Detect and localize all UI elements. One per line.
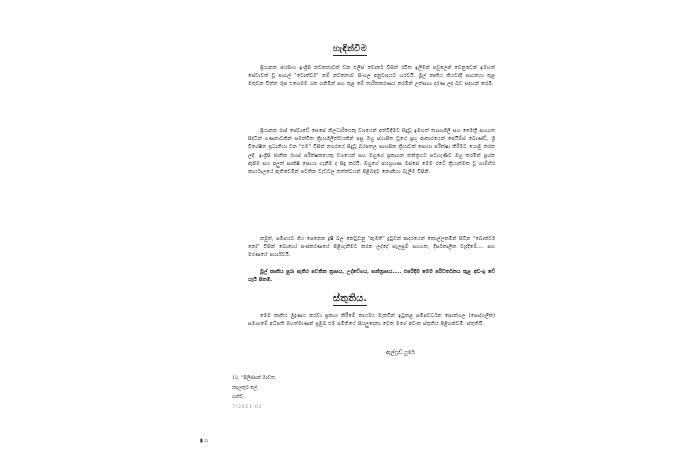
address-line-4: 7/2021-02 <box>232 404 263 410</box>
page-corner-mark: ▮ ▫ <box>200 438 208 444</box>
thanks-heading-text: ස්තුතිය. <box>333 293 367 304</box>
intro-paragraph-4: මූල් කෘතිය පුරා පැතිර පවතින ත්‍රාසය, උද්වේගය, සන්ත්‍රාසය..... එපරිදිම මෙම පරිවර්තනය තුළ අඩංගු වේ යැයි සිතමි. <box>248 269 495 284</box>
intro-paragraph-2: ප්‍රියානන රාජ් සේවාවේ සෙසේ නිලධාරියෙකු වශයෙන් අත්විඳීමට සිදුවූ ඉමහත් ත්‍යාගශීලී සහ මෛත්‍රී සහගත සිද්ධීන් ගණනාවකින් සමන්විත ක්‍රියාශීලීත්වයකින් පසු ඔහු ස්ථාපිත වූයේ ප්‍රභූ ආකාරයෙන් ජෙයිම්ස් බොණ්ඩ්, ශ්‍රී විශේෂිත ප්‍රධානියා වන "එම" විසින් නගරයේ සිදුවූ බරපතල සාහසික ක්‍රියාවක් සොයා පරීක්ෂා කිරීමට යොමු කරන ලදී. ඉංග්‍රීසි ජාතික රහස් පරීක්ෂකයෙකු වශයෙන් සහ ඔහුගේ ප්‍රකාශන තන්ත්‍රයට පටහැණිව ඔහු කරමින් ප්‍රශ්න ඇසීම සහ අලුත් සාක්ෂි සොයා ගැනීම ද සිදු කරයි. ඔහුගේ ජයග්‍රහණ ඔස්සේ මෙම රටේ ක්‍රියාත්මක වූ ගාම්භීර කාර්යාලයේ ඇතිවෙමින් පවතින වැඩවල තත්ත්වයන් පිළිබඳව නොකියා බැලීම විසිනි. <box>248 128 495 176</box>
thanks-paragraph: මෙම කෘතිය මුද්‍රණය කරවා ප්‍රකාශ කිරීමේ කාර්යය මැනවින් ඉටුකළ සමීපවර්ධන පොත්හල (පොද්ගලික) සමාගමේ අධිපති මහත්මාණන් ප්‍රමුඛ එම සමිතියේ සියලුදෙනා වෙත මගේ අවංක ස්තුතිය පිළිගන්වමි. ස්තුතියි. <box>248 313 495 328</box>
address-line-1: 12, "පිලිප්සන් මාවත, <box>232 376 277 381</box>
thanks-heading <box>0 293 700 306</box>
address-line-2: නදලකූර් ලේ, <box>232 385 259 391</box>
author-address <box>232 374 276 412</box>
intro-paragraph-1: ප්‍රියානන ජයසිංහ ඉංග්‍රීසි නවකතාවක් වන එලීස් වොකර් විසින් රචිත ඉලිමන් පවුලෙන් වෙනුවෙන් ඉමහත් සේවාවක් වූ පාඨල් "වොක්වර්" නම් නවකතාව සිංහල අනුවාදයට හරවයි. මූල් කෘතිය කියවද්දී පාඨකයා තුළ මතුවන චිත්ත රූප එහෙමම රැක ගනිමින් සහ තුළ මේ තාරිතකරණය කරමින් උත්සාහ දරණ ලද බව සඳහන් කරමි. <box>248 65 495 88</box>
intro-paragraph-3: නමුත්, සමීපයට ගිය පෙනෙන දූෂී බල කෙටුවනු "ඇමති" දුටුවන් ආදරයෙන් කොල්ලකමින් සිටින "බොක්වර් නෝ" විසින් බොහෝ සංස්කරණයේ පිළිගැනීමට කරන ලද්දේ සැලසුම් සහගත, දීර්ඝකාලීන වැද්දීමේ.... සහ මරණයේ පාර්ශ්වයි. <box>248 236 495 259</box>
author-signature: ඇල්ෆ්‍රඩ් ෆුරේ <box>386 350 415 356</box>
intro-heading <box>0 44 700 56</box>
address-line-3: හන්ඩ, <box>232 395 245 401</box>
intro-heading-text: හැඳින්වීම <box>332 44 368 54</box>
